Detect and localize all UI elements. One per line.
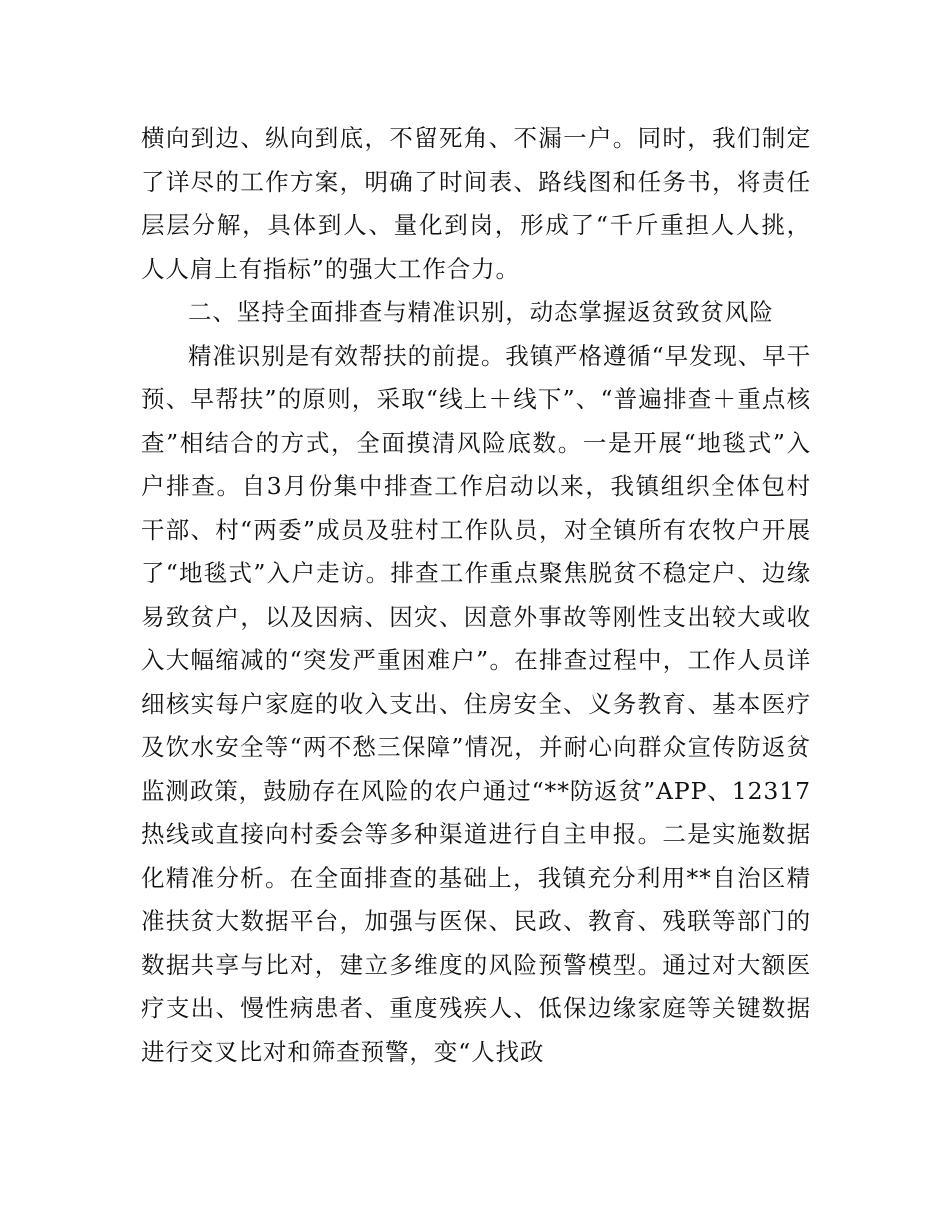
section-heading: 二、坚持全面排查与精准识别，动态掌握返贫致贫风险 bbox=[188, 298, 774, 326]
body-paragraph: 精准识别是有效帮扶的前提。我镇严格遵循“早发现、早干预、早帮扶”的原则，采取“线上＋线下”、“普遍排查＋重点核查”相结合的方式，全面摸清风险底数。一是开展“地毯式”入户排查。自3月份集中排查工作启动以来，我镇组织全体包村干部、村“两委”成员及驻村工作队员，对全镇所有农牧户开展了“地毯式”入户走访。排查工作重点聚焦脱贫不稳定户、边缘易致贫户，以及因病、因灾、因意外事故等刚性支出较大或收入大幅缩减的“突发严重困难户”。在排查过程中，工作人员详细核实每户家庭的收入支出、住房安全、义务教育、基本医疗及饮水安全等“两不愁三保障”情况，并耐心向群众宣传防返贫监测政策，鼓励存在风险的农户通过“**防返贫”APP、12317热线或直接向村委会等多种渠道进行自主申报。二是实施数据化精准分析。在全面排查的基础上，我镇充分利用**自治区精准扶贫大数据平台，加强与医保、民政、教育、残联等部门的数据共享与比对，建立多维度的风险预警模型。通过对大额医疗支出、慢性病患者、重度残疾人、低保边缘家庭等关键数据进行交叉比对和筛查预警，变“人找政 bbox=[141, 341, 811, 1066]
document-page bbox=[141, 117, 811, 1074]
body-paragraph-continuation: 横向到边、纵向到底，不留死角、不漏一户。同时，我们制定了详尽的工作方案，明确了时间表、路线图和任务书，将责任层层分解，具体到人、量化到岗，形成了“千斤重担人人挑，人人肩上有指标”的强大工作合力。 bbox=[141, 124, 811, 283]
